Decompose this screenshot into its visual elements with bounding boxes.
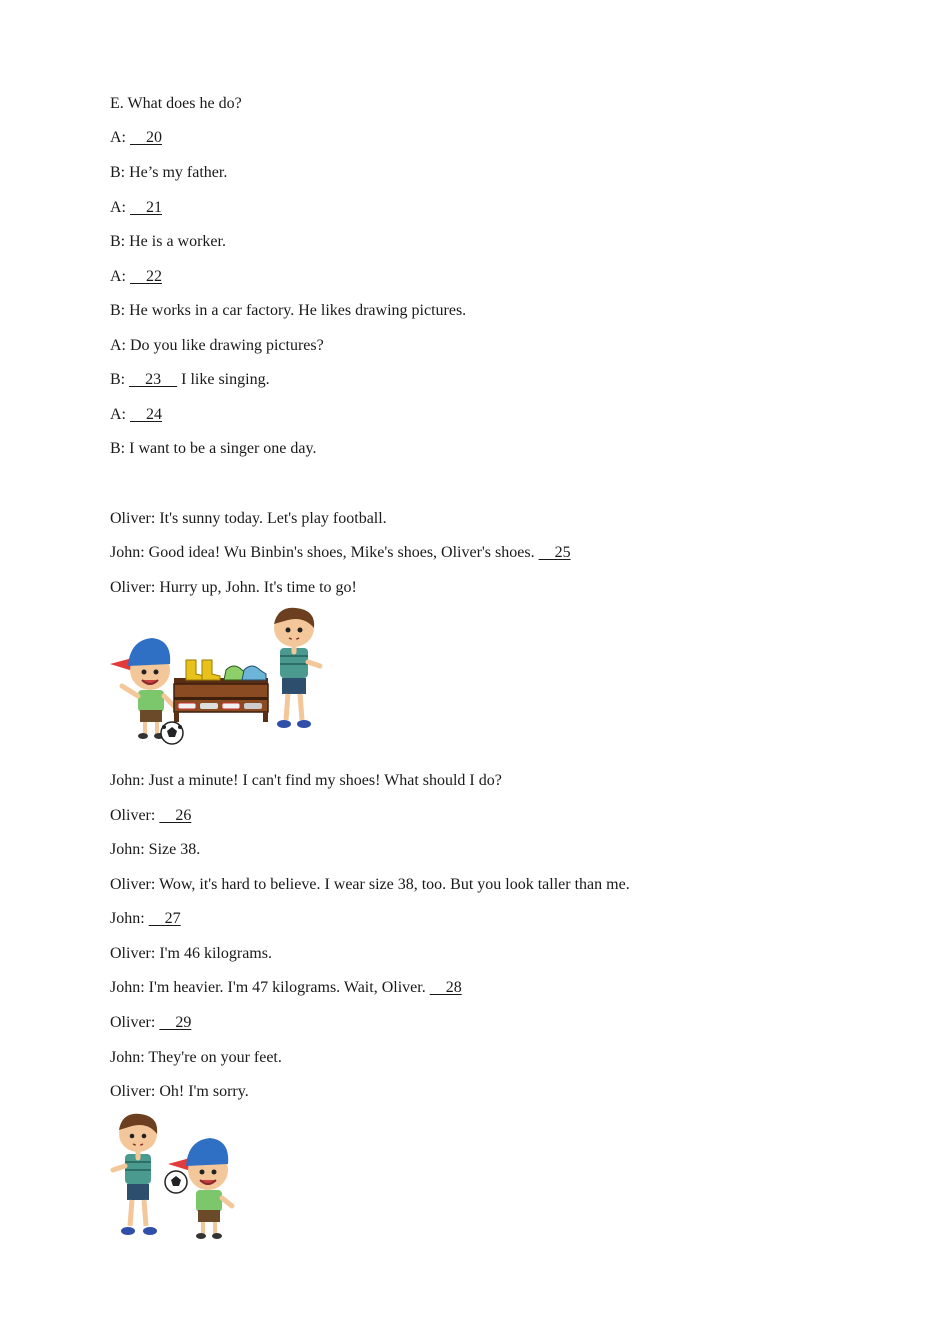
dialogue-line-2: A: 20 [110,129,162,146]
answer-blank-21[interactable]: 21 [130,199,162,216]
dialogue-line-16: Oliver: 26 [110,807,192,824]
two-boys-illustration [108,1112,238,1244]
dialogue-line-9: B: 23 I like singing. [110,371,270,388]
dialogue-line-13: John: Good idea! Wu Binbin's shoes, Mike's shoes, Oliver's shoes. 25 [110,544,571,561]
dialogue-line-5: B: He is a worker. [110,233,226,250]
answer-blank-29[interactable]: 29 [159,1014,192,1031]
dialogue-line-23: John: They're on your feet. [110,1049,282,1066]
dialogue-line-6: A: 22 [110,268,162,285]
soccer-ball-icon [165,1171,187,1193]
boy-with-cap-figure [110,638,174,739]
dialogue-line-11: B: I want to be a singer one day. [110,440,317,457]
answer-blank-25[interactable]: 25 [538,544,571,561]
dialogue-line-10: A: 24 [110,406,162,423]
sneakers-icon [224,666,266,680]
dialogue-line-19: John: 27 [110,910,181,927]
dialogue-line-12: Oliver: It's sunny today. Let's play football. [110,510,387,527]
dialogue-line-17: John: Size 38. [110,841,201,858]
answer-blank-24[interactable]: 24 [130,406,162,423]
answer-blank-22[interactable]: 22 [130,268,162,285]
shoe-rack-illustration [108,606,328,748]
dialogue-line-22: Oliver: 29 [110,1014,192,1031]
dialogue-line-14: Oliver: Hurry up, John. It's time to go! [110,579,357,596]
dialogue-line-7: B: He works in a car factory. He likes drawing pictures. [110,302,467,319]
answer-blank-28[interactable]: 28 [429,979,462,996]
yellow-boots-icon [186,660,220,680]
dialogue-line-4: A: 21 [110,199,162,216]
dialogue-line-1: E. What does he do? [110,95,242,112]
dialogue-line-21: John: I'm heavier. I'm 47 kilograms. Wait, Oliver. 28 [110,979,462,996]
soccer-ball-icon [161,722,183,744]
dialogue-line-18: Oliver: Wow, it's hard to believe. I wear size 38, too. But you look taller than me. [110,876,630,893]
answer-blank-26[interactable]: 26 [159,807,192,824]
answer-blank-20[interactable]: 20 [130,129,162,146]
dialogue-line-20: Oliver: I'm 46 kilograms. [110,945,272,962]
dialogue-line-8: A: Do you like drawing pictures? [110,337,324,354]
answer-blank-27[interactable]: 27 [148,910,181,927]
dialogue-line-15: John: Just a minute! I can't find my shoes! What should I do? [110,772,502,789]
dialogue-line-24: Oliver: Oh! I'm sorry. [110,1083,249,1100]
dialogue-line-3: B: He’s my father. [110,164,228,181]
answer-blank-23[interactable]: 23 [129,371,178,388]
boy-teal-shirt-figure [274,608,320,728]
shoe-rack-icon [174,678,268,722]
boy-teal-shirt-figure [113,1114,157,1235]
